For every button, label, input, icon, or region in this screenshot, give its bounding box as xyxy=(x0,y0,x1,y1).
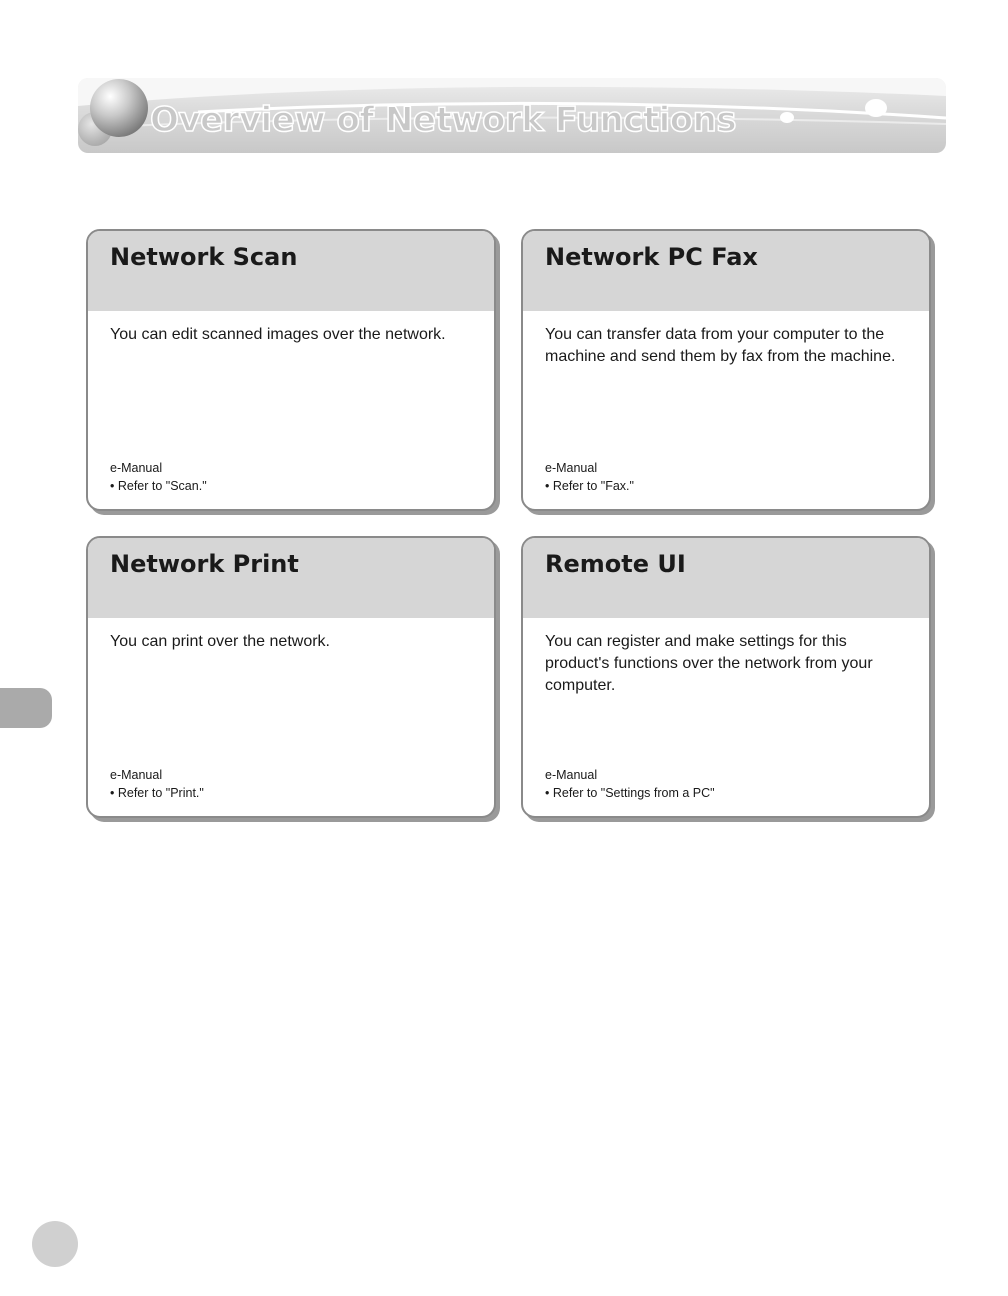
card-reference xyxy=(110,459,207,495)
card-header xyxy=(523,231,929,311)
decorative-sphere xyxy=(90,79,148,137)
card-description: You can transfer data from your computer to the machine and send them by fax from the machine. xyxy=(545,326,896,365)
card-reference xyxy=(545,459,634,495)
reference-label: e-Manual xyxy=(110,461,163,475)
decorative-dot xyxy=(865,99,887,117)
card-title: Network Scan xyxy=(110,243,298,271)
card-header xyxy=(523,538,929,618)
page-title: Overview of Network Functions xyxy=(150,100,737,140)
card-reference xyxy=(110,766,204,802)
reference-link: • Refer to "Print." xyxy=(110,786,204,800)
feature-card-network-print xyxy=(86,536,496,818)
feature-card-network-scan xyxy=(86,229,496,511)
card-description: You can print over the network. xyxy=(110,633,330,650)
reference-label: e-Manual xyxy=(545,768,598,782)
card-reference xyxy=(545,766,715,802)
card-description: You can register and make settings for this product's functions over the network from your computer. xyxy=(545,633,873,694)
card-title: Network PC Fax xyxy=(545,243,758,271)
page-number-marker xyxy=(32,1221,78,1267)
feature-card-remote-ui xyxy=(521,536,931,818)
card-title: Remote UI xyxy=(545,550,686,578)
card-header xyxy=(88,231,494,311)
reference-label: e-Manual xyxy=(110,768,163,782)
decorative-dot xyxy=(780,112,794,123)
card-header xyxy=(88,538,494,618)
chapter-tab xyxy=(0,688,52,728)
reference-link: • Refer to "Scan." xyxy=(110,479,207,493)
reference-link: • Refer to "Fax." xyxy=(545,479,634,493)
feature-card-network-pc-fax xyxy=(521,229,931,511)
card-description: You can edit scanned images over the network. xyxy=(110,326,446,343)
card-title: Network Print xyxy=(110,550,299,578)
reference-link: • Refer to "Settings from a PC" xyxy=(545,786,715,800)
reference-label: e-Manual xyxy=(545,461,598,475)
